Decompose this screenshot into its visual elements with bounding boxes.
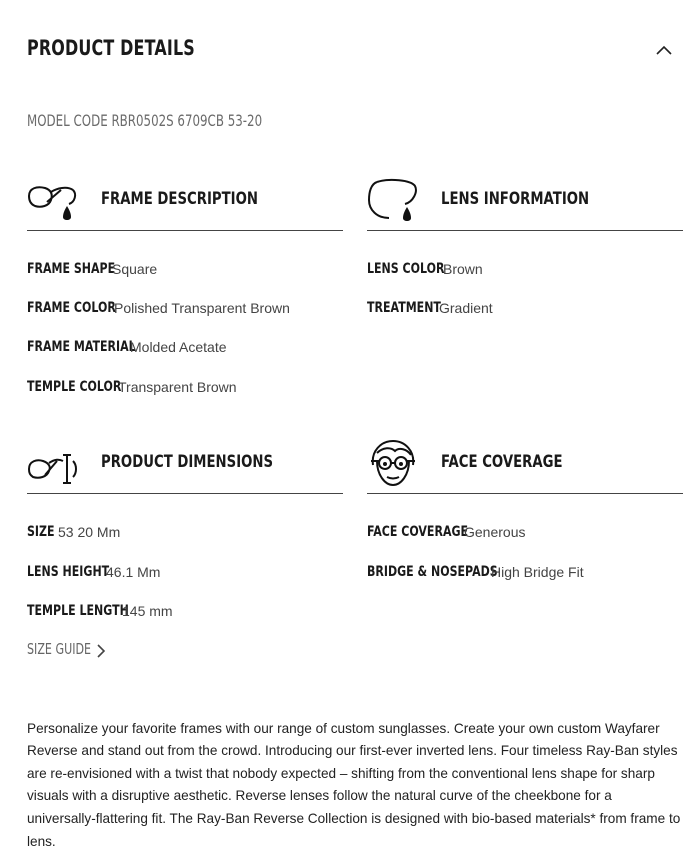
lens-height-row bbox=[27, 563, 161, 583]
face-glasses-icon bbox=[367, 439, 419, 487]
frame-material-label: FRAME MATERIAL bbox=[27, 339, 136, 355]
chevron-right-icon bbox=[95, 643, 107, 659]
lens-color-label: LENS COLOR bbox=[367, 261, 445, 277]
frame-shape-value: Square bbox=[112, 261, 158, 277]
face-coverage-value: Generous bbox=[464, 524, 526, 540]
lens-information-title: LENS INFORMATION bbox=[441, 189, 590, 209]
product-description: Personalize your favorite frames with our range of custom sunglasses. Create your own custom Wayfarer Reverse and stand out from the crowd. Introducing our first-ever inverted lens. Four timeless Ray-Ban styles are re-envisioned with a twist that nobody expected – shifting from the conventional lens shape for sharp visuals with a disruptive aesthetic. Reverse lenses follow the natural curve of the cheekbone for a universally-flattering fit. The Ray-Ban Reverse Collection is designed with bio-based materials* from frame to lens. bbox=[27, 720, 681, 849]
size-guide-link[interactable] bbox=[27, 640, 114, 662]
face-coverage-row bbox=[367, 523, 526, 543]
temple-color-label: TEMPLE COLOR bbox=[27, 379, 122, 395]
section-title: PRODUCT DETAILS bbox=[27, 36, 195, 60]
lens-height-value: 46.1 Mm bbox=[106, 564, 161, 580]
treatment-label: TREATMENT bbox=[367, 300, 441, 316]
lens-color-row bbox=[367, 260, 483, 280]
model-code: MODEL CODE RBR0502S 6709CB 53-20 bbox=[27, 111, 263, 130]
lens-color-value: Brown bbox=[443, 261, 483, 277]
temple-length-value: 145 mm bbox=[122, 603, 173, 619]
temple-color-row bbox=[27, 378, 237, 398]
frame-shape-row bbox=[27, 260, 158, 280]
face-coverage-title: FACE COVERAGE bbox=[441, 452, 563, 472]
lens-information-section bbox=[367, 170, 683, 316]
treatment-value: Gradient bbox=[439, 300, 493, 316]
glasses-ruler-icon bbox=[27, 439, 79, 487]
temple-length-row bbox=[27, 602, 173, 622]
face-coverage-section bbox=[367, 433, 683, 580]
product-dimensions-section bbox=[27, 433, 343, 619]
lens-height-label: LENS HEIGHT bbox=[27, 564, 110, 580]
bridge-nosepads-row bbox=[367, 563, 584, 583]
frame-description-title: FRAME DESCRIPTION bbox=[101, 189, 258, 209]
face-coverage-label: FACE COVERAGE bbox=[367, 524, 469, 540]
frame-color-row bbox=[27, 299, 290, 319]
size-value: 53 20 Mm bbox=[58, 524, 121, 540]
frame-material-value: Molded Acetate bbox=[130, 339, 227, 355]
bridge-nosepads-label: BRIDGE & NOSEPADS bbox=[367, 564, 498, 580]
temple-color-value: Transparent Brown bbox=[118, 379, 237, 395]
frame-description-section bbox=[27, 170, 343, 395]
frame-shape-label: FRAME SHAPE bbox=[27, 261, 116, 277]
temple-length-label: TEMPLE LENGTH bbox=[27, 603, 129, 619]
bridge-nosepads-value: High Bridge Fit bbox=[491, 564, 584, 580]
sunglasses-drop-icon bbox=[27, 176, 79, 224]
chevron-up-icon[interactable] bbox=[655, 44, 673, 56]
treatment-row bbox=[367, 299, 493, 319]
size-label: SIZE bbox=[27, 524, 55, 540]
product-details-header[interactable] bbox=[27, 36, 673, 66]
frame-color-label: FRAME COLOR bbox=[27, 300, 116, 316]
product-dimensions-title: PRODUCT DIMENSIONS bbox=[101, 452, 274, 472]
frame-color-value: Polished Transparent Brown bbox=[114, 300, 290, 316]
frame-material-row bbox=[27, 338, 227, 358]
size-row bbox=[27, 523, 121, 543]
size-guide-label: SIZE GUIDE bbox=[27, 640, 92, 658]
lens-drop-icon bbox=[367, 176, 419, 224]
